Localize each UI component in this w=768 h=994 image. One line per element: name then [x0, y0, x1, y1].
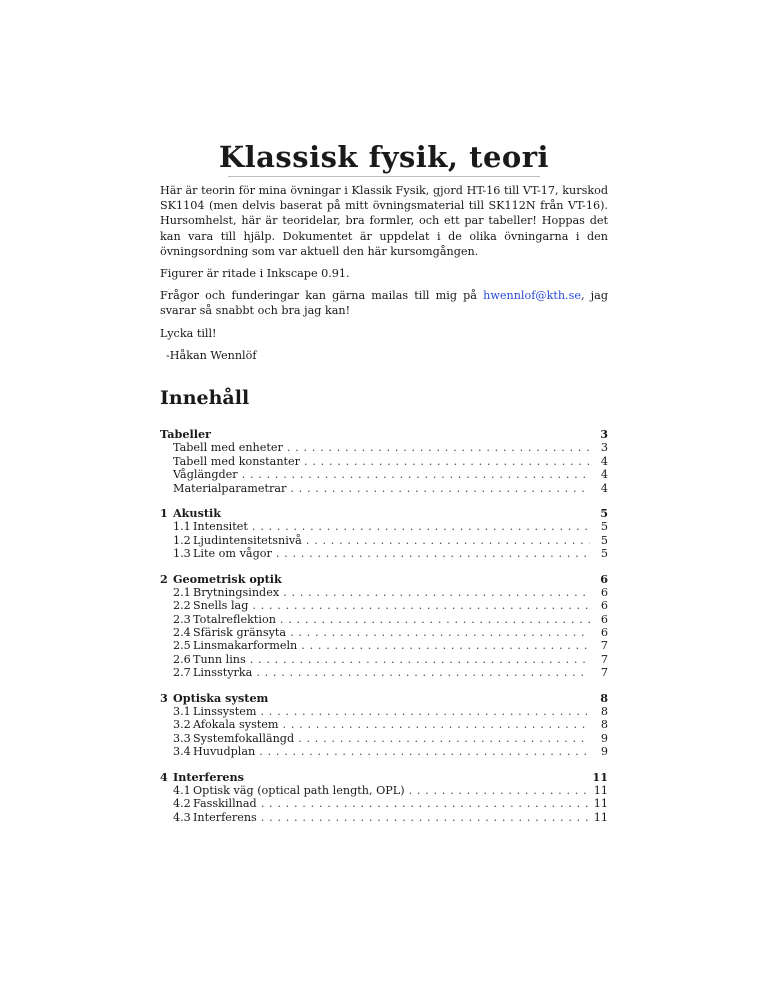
toc-entry-subsection-3-1[interactable]: [160, 705, 608, 718]
toc-entry-section-2[interactable]: [160, 573, 608, 586]
toc-entry-title: Intensitet: [193, 520, 248, 534]
toc-dot-leader: [283, 718, 590, 731]
toc-entry-number: 1: [160, 505, 168, 520]
toc-entry-number: 2.3: [173, 612, 191, 626]
toc-dot-leader: [283, 586, 590, 599]
toc-entry-subsection-4-2[interactable]: [160, 797, 608, 810]
toc-dot-leader: [261, 797, 590, 810]
toc-entry-subsection-2-4[interactable]: [160, 626, 608, 639]
toc-entry-subsection-2-6[interactable]: [160, 653, 608, 666]
toc-dot-leader: [287, 441, 590, 454]
toc-group-tabeller: [160, 428, 608, 495]
toc-dot-leader: [256, 666, 590, 679]
toc-entry-title: Totalreflektion: [193, 612, 276, 626]
toc-dot-leader: [252, 599, 590, 612]
toc-entry-title: Afokala system: [193, 718, 279, 732]
toc-entry-page: 8: [600, 705, 608, 719]
toc-entry-page: 4: [600, 454, 608, 468]
toc-entry-page: 6: [600, 612, 608, 626]
toc-dot-leader: [409, 784, 590, 797]
toc-entry-title: Våglängder: [173, 468, 238, 482]
toc-entry-subsection-2-1[interactable]: [160, 586, 608, 599]
toc-entry-page: 5: [600, 505, 608, 520]
toc-dot-leader: [290, 626, 590, 639]
toc-entry-title: Brytningsindex: [193, 585, 280, 599]
toc-entry-subsection-1-1[interactable]: [160, 520, 608, 533]
toc-entry-tabell-0[interactable]: [160, 441, 608, 454]
toc-entry-number: 2.4: [173, 626, 191, 640]
toc-entry-number: 3.3: [173, 731, 191, 745]
contact-text-after: , jag svarar så snabbt och bra jag kan!: [160, 289, 608, 318]
toc-entry-title: Interferens: [173, 769, 244, 784]
toc-entry-number: 2.5: [173, 639, 191, 653]
toc-entry-page: 9: [600, 731, 608, 745]
toc-entry-number: 1.1: [173, 520, 191, 534]
toc-entry-number: 3.4: [173, 745, 191, 759]
toc-dot-leader: [280, 613, 590, 626]
toc-entry-subsection-2-7[interactable]: [160, 666, 608, 679]
toc-entry-tabell-1[interactable]: [160, 455, 608, 468]
toc-dot-leader: [242, 468, 590, 481]
toc-entry-title: Systemfokallängd: [193, 731, 295, 745]
toc-entry-number: 1.2: [173, 533, 191, 547]
toc-entry-title: Linssystem: [193, 705, 257, 719]
toc-entry-title: Fasskillnad: [193, 797, 257, 811]
toc-entry-page: 11: [593, 797, 608, 811]
toc-dot-leader: [250, 653, 590, 666]
toc-entry-section-4[interactable]: [160, 771, 608, 784]
toc-entry-title: Tabell med enheter: [173, 441, 283, 455]
toc-entry-number: 2: [160, 571, 168, 586]
toc-entry-number: 3: [160, 690, 168, 705]
toc-entry-title: Tabeller: [160, 427, 211, 441]
toc-entry-subsection-2-2[interactable]: [160, 599, 608, 612]
toc-entry-page: 3: [600, 427, 608, 441]
toc-entry-page: 6: [600, 585, 608, 599]
toc-entry-page: 7: [600, 652, 608, 666]
toc-entry-title: Huvudplan: [193, 745, 256, 759]
toc-entry-page: 6: [600, 599, 608, 613]
toc-dot-leader: [301, 639, 590, 652]
toc-entry-title: Linsmakarformeln: [193, 639, 298, 653]
toc-entry-number: 4.2: [173, 797, 191, 811]
toc-dot-leader: [260, 705, 590, 718]
intro-paragraph-4: Lycka till!: [160, 326, 217, 340]
toc-entry-page: 7: [600, 666, 608, 680]
toc-entry-page: 9: [600, 745, 608, 759]
toc-entry-page: 5: [600, 533, 608, 547]
toc-entry-title: Sfärisk gränsyta: [193, 626, 287, 640]
toc-entry-section-3[interactable]: [160, 692, 608, 705]
toc-entry-subsection-3-2[interactable]: [160, 718, 608, 731]
toc-entry-page: 3: [600, 441, 608, 455]
toc-entry-number: 1.3: [173, 547, 191, 561]
toc-heading: Innehåll: [160, 387, 250, 409]
toc-entry-number: 4: [160, 769, 168, 784]
title-underline: [228, 176, 540, 177]
contact-text-before: Frågor och funderingar kan gärna mailas till mig på: [160, 289, 484, 303]
toc-dot-leader: [252, 520, 590, 533]
toc-entry-number: 2.1: [173, 585, 191, 599]
document-title: Klassisk fysik, teori: [218, 140, 550, 174]
toc-entry-subsection-2-5[interactable]: [160, 639, 608, 652]
toc-entry-subsection-4-3[interactable]: [160, 811, 608, 824]
toc-entry-title: Materialparametrar: [173, 481, 287, 495]
toc-entry-page: 4: [600, 481, 608, 495]
toc-group-section-2: [160, 573, 608, 680]
toc-entry-number: 2.6: [173, 652, 191, 666]
toc-entry-page: 5: [600, 547, 608, 561]
toc-dot-leader: [304, 455, 590, 468]
toc-entry-subsection-3-3[interactable]: [160, 732, 608, 745]
toc-entry-tabell-3[interactable]: [160, 482, 608, 495]
toc-dot-leader: [261, 811, 590, 824]
toc-entry-title: Optiska system: [173, 690, 269, 705]
toc-dot-leader: [276, 547, 590, 560]
signature: -Håkan Wennlöf: [166, 348, 257, 362]
intro-text: [160, 183, 608, 370]
toc-entry-number: 3.2: [173, 718, 191, 732]
toc-group-section-4: [160, 771, 608, 825]
toc-entry-page: 11: [592, 769, 608, 784]
toc-entry-section-1[interactable]: [160, 507, 608, 520]
intro-paragraph-1: Här är teorin för mina övningar i Klassik Fysik, gjord HT-16 till VT-17, kurskod SK1104 (men delvis baserat på mitt övningsmaterial till SK112N från VT-16). Hursomhelst, här är teoridelar, bra formler, och ett par tabeller! Hoppas det kan vara till hjälp. Dokumentet är uppdelat i de olika övningarna i den övningsordning som var aktuell den här kursomgången.: [160, 184, 608, 258]
toc-entry-page: 8: [600, 718, 608, 732]
toc-entry-number: 2.2: [173, 599, 191, 613]
toc-entry-title: Geometrisk optik: [173, 571, 282, 586]
toc-dot-leader: [290, 482, 590, 495]
toc-entry-title: Interferens: [193, 810, 257, 824]
toc-dot-leader: [298, 732, 590, 745]
toc-entry-subsection-1-3[interactable]: [160, 547, 608, 560]
toc-entry-title: Snells lag: [193, 599, 249, 613]
toc-entry-subsection-2-3[interactable]: [160, 613, 608, 626]
toc-group-section-3: [160, 692, 608, 759]
toc-entry-page: 5: [600, 520, 608, 534]
toc-entry-title: Lite om vågor: [193, 547, 272, 561]
toc-entry-title: Akustik: [173, 505, 222, 520]
toc-entry-title: Tunn lins: [193, 652, 246, 666]
toc-entry-page: 4: [600, 468, 608, 482]
toc-entry-tabell-2[interactable]: [160, 468, 608, 481]
toc-entry-page: 6: [600, 626, 608, 640]
toc-entry-tabeller[interactable]: [160, 428, 608, 441]
toc-entry-subsection-3-4[interactable]: [160, 745, 608, 758]
toc-dot-leader: [259, 745, 590, 758]
toc-entry-number: 3.1: [173, 705, 191, 719]
toc-entry-page: 11: [593, 783, 608, 797]
toc-dot-leader: [306, 534, 590, 547]
toc-entry-title: Linsstyrka: [193, 666, 253, 680]
toc-entry-title: Tabell med konstanter: [173, 454, 301, 468]
toc-entry-page: 8: [600, 690, 608, 705]
table-of-contents: [160, 428, 608, 836]
email-link[interactable]: hwennlof@kth.se: [483, 289, 581, 303]
toc-entry-number: 4.3: [173, 810, 191, 824]
toc-group-section-1: [160, 507, 608, 561]
toc-entry-subsection-4-1[interactable]: [160, 784, 608, 797]
toc-entry-subsection-1-2[interactable]: [160, 534, 608, 547]
toc-entry-number: 2.7: [173, 666, 191, 680]
intro-paragraph-2: Figurer är ritade i Inkscape 0.91.: [160, 267, 350, 281]
toc-entry-page: 7: [600, 639, 608, 653]
toc-entry-page: 11: [593, 810, 608, 824]
toc-entry-title: Optisk väg (optical path length, OPL): [193, 783, 405, 797]
toc-entry-number: 4.1: [173, 783, 191, 797]
intro-paragraph-3: [160, 288, 608, 318]
toc-entry-page: 6: [600, 571, 608, 586]
toc-entry-title: Ljudintensitetsnivå: [193, 533, 302, 547]
